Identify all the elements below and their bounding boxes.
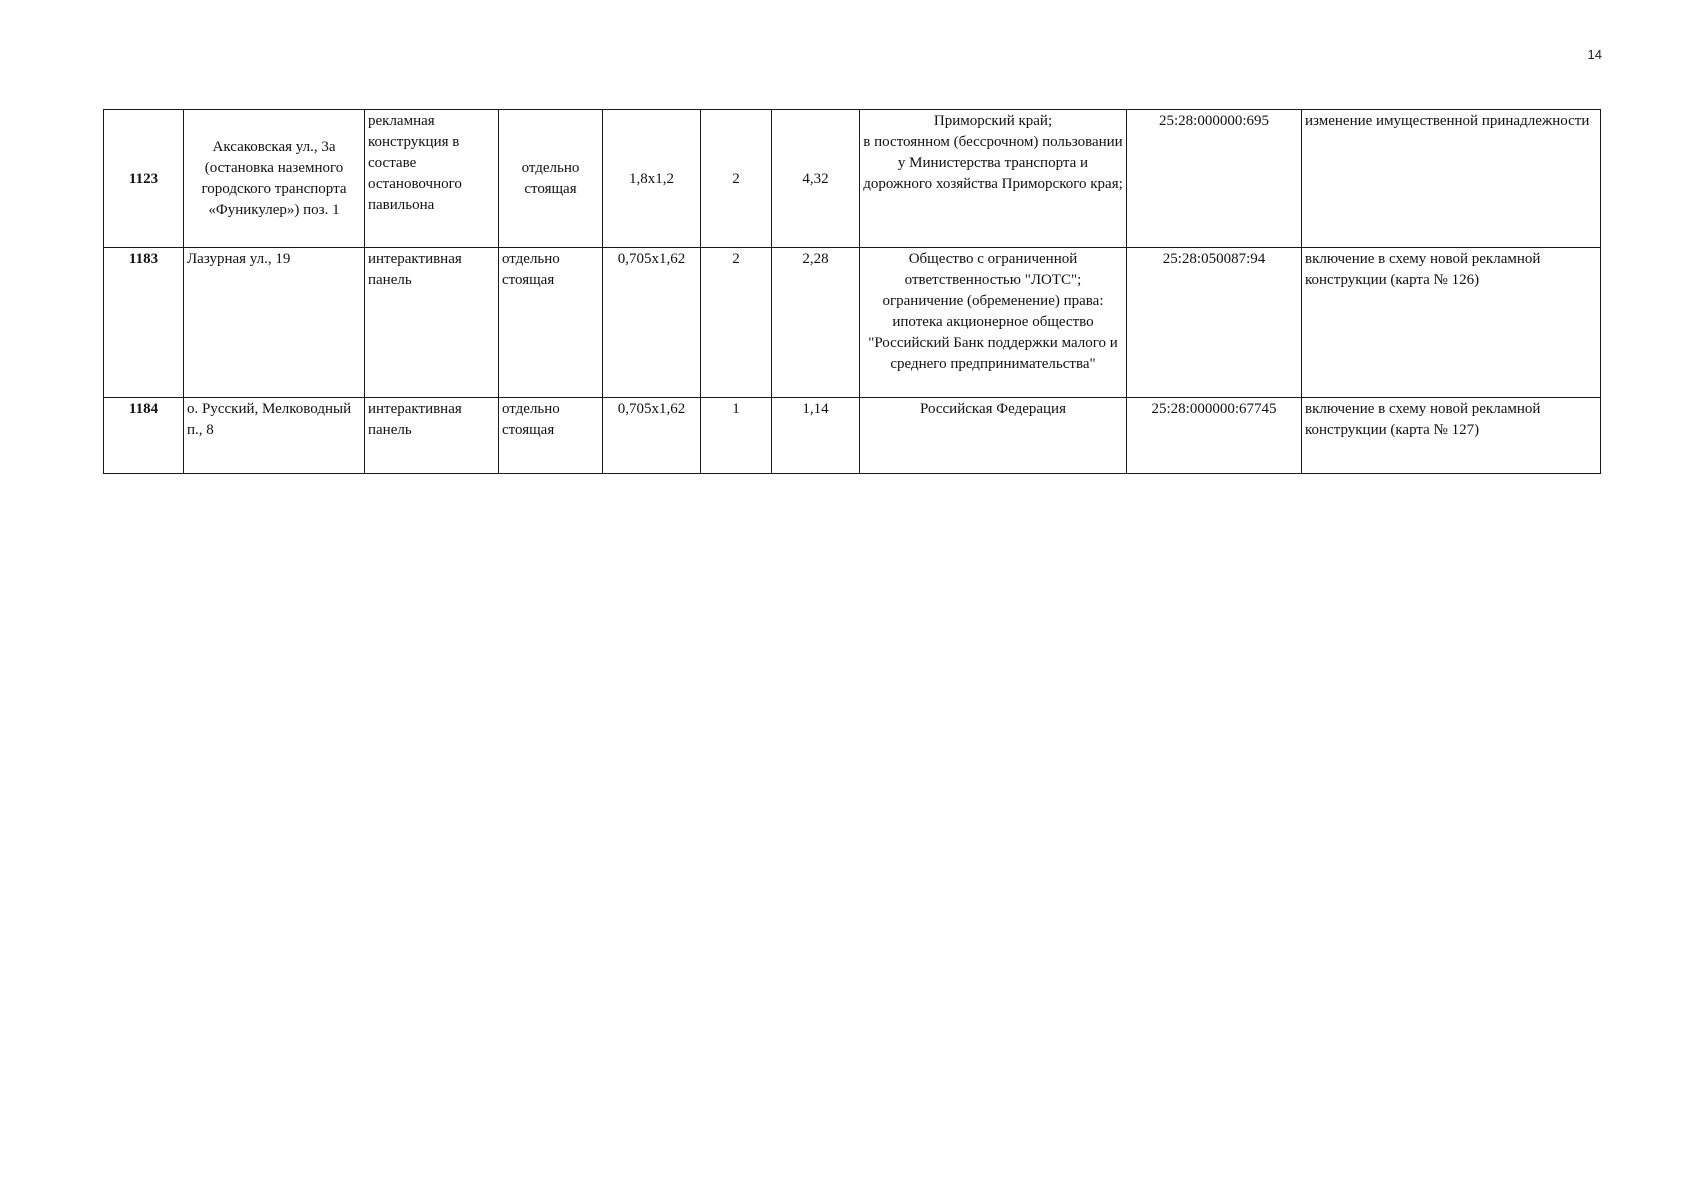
change-type-cell: включение в схему новой рекламной конструкции (карта № 127) [1302,398,1601,474]
table-row [104,110,1601,248]
cadastral-number-cell: 25:28:000000:695 [1127,110,1302,248]
sides-cell: 2 [701,110,772,248]
area-cell: 2,28 [772,248,860,398]
owner-cell: Общество с ограниченной ответственностью "ЛОТС"; ограничение (обременение) права: ипотека акционерное общество "Российский Банк поддержки малого и среднего предпринимательства" [860,248,1127,398]
row-number-cell: 1184 [104,398,184,474]
size-cell: 1,8х1,2 [603,110,701,248]
table-row [104,398,1601,474]
owner-cell: Приморский край; в постоянном (бессрочном) пользовании у Министерства транспорта и дорожного хозяйства Приморского края; [860,110,1127,248]
size-cell: 0,705х1,62 [603,248,701,398]
address-cell: Лазурная ул., 19 [184,248,365,398]
structure-type-cell: рекламная конструкция в составе остановочного павильона [365,110,499,248]
structure-type-cell: интерактивная панель [365,248,499,398]
address-cell: о. Русский, Мелководный п., 8 [184,398,365,474]
size-cell: 0,705х1,62 [603,398,701,474]
placement-cell: отдельно стоящая [499,110,603,248]
table-row [104,248,1601,398]
cadastral-number-cell: 25:28:050087:94 [1127,248,1302,398]
placement-cell: отдельно стоящая [499,398,603,474]
sides-cell: 2 [701,248,772,398]
row-number-cell: 1183 [104,248,184,398]
row-number-cell: 1123 [104,110,184,248]
cadastral-number-cell: 25:28:000000:67745 [1127,398,1302,474]
address-cell: Аксаковская ул., 3а (остановка наземного городского транспорта «Фуникулер») поз. 1 [184,110,365,248]
sides-cell: 1 [701,398,772,474]
placement-cell: отдельно стоящая [499,248,603,398]
area-cell: 4,32 [772,110,860,248]
change-type-cell: изменение имущественной принадлежности [1302,110,1601,248]
structure-type-cell: интерактивная панель [365,398,499,474]
owner-cell: Российская Федерация [860,398,1127,474]
page-number: 14 [1587,47,1602,62]
change-type-cell: включение в схему новой рекламной конструкции (карта № 126) [1302,248,1601,398]
advertising-structures-table [103,109,1601,474]
area-cell: 1,14 [772,398,860,474]
